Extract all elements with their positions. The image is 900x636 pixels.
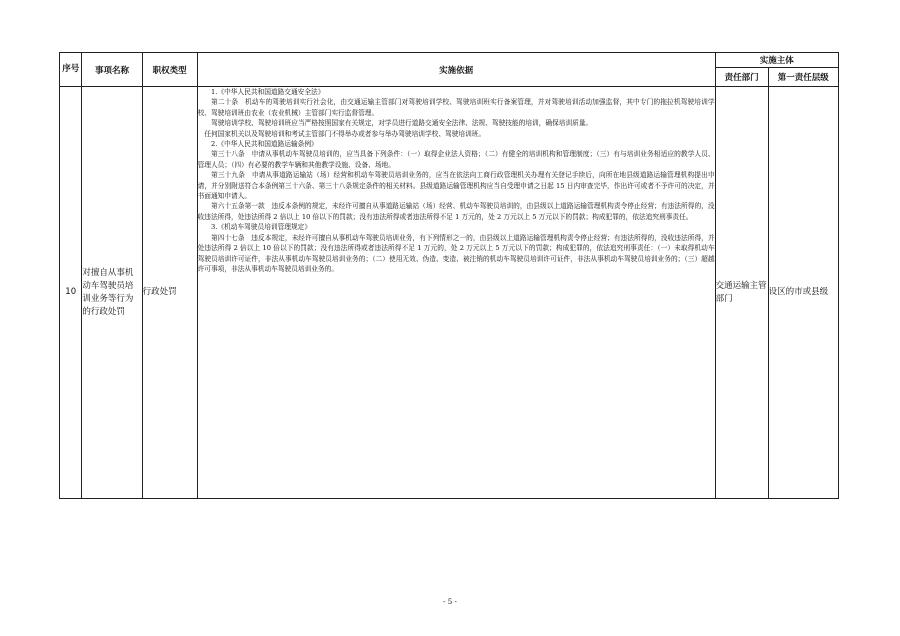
basis-paragraph: 第三十九条 申请从事道路运输站（场）经营和机动车驾驶员培训业务的，应当在依法向工商行政管理机关办理有关登记手续后，向所在地县级道路运输管理机构提出申请，并分别附送符合本条例第三十六条、第三十八条规定条件的相关材料。县级道路运输管理机构应当自受理申请之日起 15 日内审查完毕，作出许可或者不予许可的决定，并书面通知申请人。 [197, 171, 715, 201]
basis-paragraph: 第四十七条 违反本规定，未经许可擅自从事机动车驾驶员培训业务，有下列情形之一的，由县级以上道路运输管理机构责令停止经营；有违法所得的，没收违法所得，并处违法所得 2 倍以上 10 倍以下的罚款；没有违法所得或者违法所得不足 1 万元的，处 2 万元以上 5 万元以下的罚款；构成犯罪的，依法追究刑事责任：（一）未取得机动车驾驶员培训许可证件，非法从事机动车驾驶员培训业务的；（二）使用无效、伪造、变造、被注销的机动车驾驶员培训许可证件，非法从事机动车驾驶员培训业务的；（三）超越许可事项，非法从事机动车驾驶员培训业务的。 [197, 233, 715, 273]
basis-paragraph: 1.《中华人民共和国道路交通安全法》 [211, 88, 325, 96]
basis-paragraph: 第二十条 机动车的驾驶培训实行社会化，由交通运输主管部门对驾驶培训学校、驾驶培训班实行备案管理，并对驾驶培训活动加强监督，其中专门的拖拉机驾驶培训学校、驾驶培训班由农业（农业机械）主管部门实行监督管理。 [197, 98, 715, 117]
page-number: - 5 - [443, 598, 457, 606]
basis-paragraph: 第六十五条第一款 违反本条例的规定，未经许可擅自从事道路运输站（场）经营、机动车驾驶员培训的，由县级以上道路运输管理机构责令停止经营；有违法所得的，没收违法所得，处违法所得 2 倍以上 10 倍以下的罚款；没有违法所得或者违法所得不足 1 万元的，处 2 万元以上 5 万元以下的罚款；构成犯罪的，依法追究刑事责任。 [197, 202, 715, 221]
header-serial-no: 序号 [60, 53, 82, 87]
table-row [60, 87, 839, 499]
header-responsible-dept: 责任部门 [715, 68, 768, 87]
header-item-name: 事项名称 [82, 53, 142, 87]
authority-table [59, 52, 839, 499]
row-first-level: 设区的市或县级 [768, 87, 838, 499]
basis-paragraph: 3.《机动车驾驶员培训管理规定》 [211, 223, 312, 232]
basis-paragraph: 驾驶培训学校、驾驶培训班应当严格按照国家有关规定，对学员进行道路交通安全法律、法规、驾驶技能的培训，确保培训质量。 [211, 119, 593, 128]
basis-paragraph: 任何国家机关以及驾驶培训和考试主管部门不得举办或者参与举办驾驶培训学校、驾驶培训班。 [204, 129, 486, 138]
basis-paragraph: 2.《中华人民共和国道路运输条例》 [211, 140, 318, 149]
row-authority-type: 行政处罚 [142, 87, 197, 499]
header-first-level: 第一责任层级 [768, 68, 838, 87]
row-serial-no: 10 [60, 87, 82, 499]
row-item-name: 对擅自从事机动车驾驶员培训业务等行为的行政处罚 [82, 87, 142, 499]
basis-paragraph: 第三十八条 申请从事机动车驾驶员培训的，应当具备下列条件：（一）取得企业法人资格；（二）有健全的培训机构和管理制度；（三）有与培训业务相适应的教学人员、管理人员；（四）有必要的教学车辆和其他教学设施、设备、场地。 [197, 150, 715, 169]
row-responsible-dept: 交通运输主管部门 [715, 87, 768, 499]
header-authority-type: 职权类型 [142, 53, 197, 87]
row-legal-basis [197, 87, 715, 499]
header-legal-basis: 实施依据 [197, 53, 715, 87]
header-implementing-subject: 实施主体 [715, 53, 838, 68]
